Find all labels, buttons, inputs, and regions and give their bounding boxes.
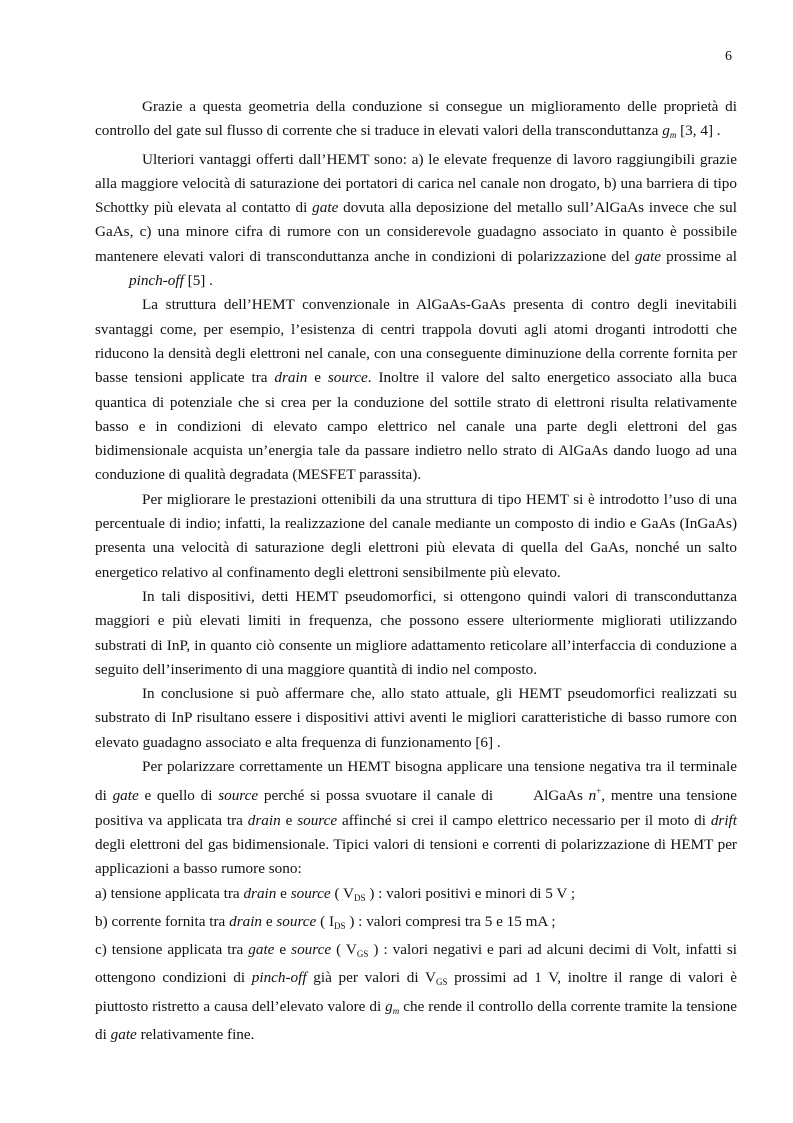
paragraph-4: Per migliorare le prestazioni ottenibili da una struttura di tipo HEMT si è introdotto l’uso di una percentuale di indio; infatti, la realizzazione del canale mediante un composto di indio e GaAs (InGaAs) presenta una velocità di saturazione degli elettroni più elevata di quella del GaAs, nonché un salto energetico relativo al confinamento degli elettroni sensibilmente più elevato. <box>95 490 737 581</box>
list-item-a: a) tensione applicata tra drain e source ( $V_{DS}$ ) : valori positivi e minori di 5 V ; <box>95 884 576 903</box>
paragraph-5: In tali dispositivi, detti HEMT pseudomorfici, si ottengono quindi valori di transconduttanza maggiori e più elevati limiti in frequenza, che possono essere ulteriormente migliorati utilizzando substrati di InP, in quanto ciò consente un migliore adattamento reticolare all’interfaccia di conduzione a seguito dell’inserimento di una maggiore quantità di indio nel composto. <box>95 587 737 678</box>
paragraph-3: La struttura dell’HEMT convenzionale in AlGaAs-GaAs presenta di contro degli inevitabili svantaggi come, per esempio, l’esistenza di centri trappola dovuti agli atomi droganti introdotti che riducono la densità degli elettroni nel canale, con una conseguente diminuzione della corrente fornita per basse tensioni applicate tra drain e source. Inoltre il valore del salto energetico associato alla buca quantica di potenziale che si crea per la conduzione del sottile strato di elettroni risulta relativamente basso e in condizioni di elevato campo elettrico nel canale una parte degli elettroni del gas bidimensionale acquista un’energia tale da passare indietro nello strato di AlGaAs dando luogo ad una conduzione di qualità degradata (MESFET parassita). <box>95 296 737 484</box>
body-text <box>95 95 737 1047</box>
paragraph-7: Per polarizzare correttamente un HEMT bisogna applicare una tensione negativa tra il terminale di gate e quello di source perché si possa svuotare il canale di AlGaAs n+, mentre una tensione positiva va applicata tra drain e source affinché si crei il campo elettrico necessario per il moto di drift degli elettroni del gas bidimensionale. Tipici valori di tensioni e correnti di polarizzazione di HEMT per applicazioni a basso rumore sono: <box>95 758 738 878</box>
list-item-c: c) tensione applicata tra gate e source ( $V_{GS}$ ) : valori negativi e pari ad alcuni decimi di Volt, infatti si ottengono condizioni di pinch-off già per valori di $V_{GS}$ prossimi ad 1 V, inoltre il range di valori è piuttosto ristretto a causa dell’elevato valore di $g_m$ che rende il controllo della corrente tramite la tensione di gate relativamente fine. <box>95 941 737 1043</box>
paragraph-6: In conclusione si può affermare che, allo stato attuale, gli HEMT pseudomorfici realizzati su substrato di InP risultano essere i dispositivi attivi aventi le migliori caratteristiche di basso rumore con elevato guadagno associato e alta frequenza di funzionamento [6] . <box>95 685 737 751</box>
page-number: 6 <box>725 49 732 64</box>
paragraph-1: Grazie a questa geometria della conduzione si consegue un miglioramento delle proprietà di controllo del gate sul flusso di corrente che si traduce in elevati valori della transconduttanza $g_m$ [3, 4] . <box>95 98 737 141</box>
paragraph-2: Ulteriori vantaggi offerti dall’HEMT sono: a) le elevate frequenze di lavoro raggiungibili grazie alla maggiore velocità di saturazione dei portatori di carica nel canale non drogato, b) una barriera di tipo Schottky più elevata al contatto di gate dovuta alla deposizione del metallo sull’AlGaAs invece che sul GaAs, c) una minore cifra di rumore con un considerevole guadagno associato in quanto è possibile mantenere elevati valori di transconduttanza anche in condizioni di polarizzazione del gate prossime alpinch-off [5] . <box>95 150 737 290</box>
list-item-b: b) corrente fornita tra drain e source ( $I_{DS}$ ) : valori compresi tra 5 e 15 mA ; <box>95 912 556 931</box>
